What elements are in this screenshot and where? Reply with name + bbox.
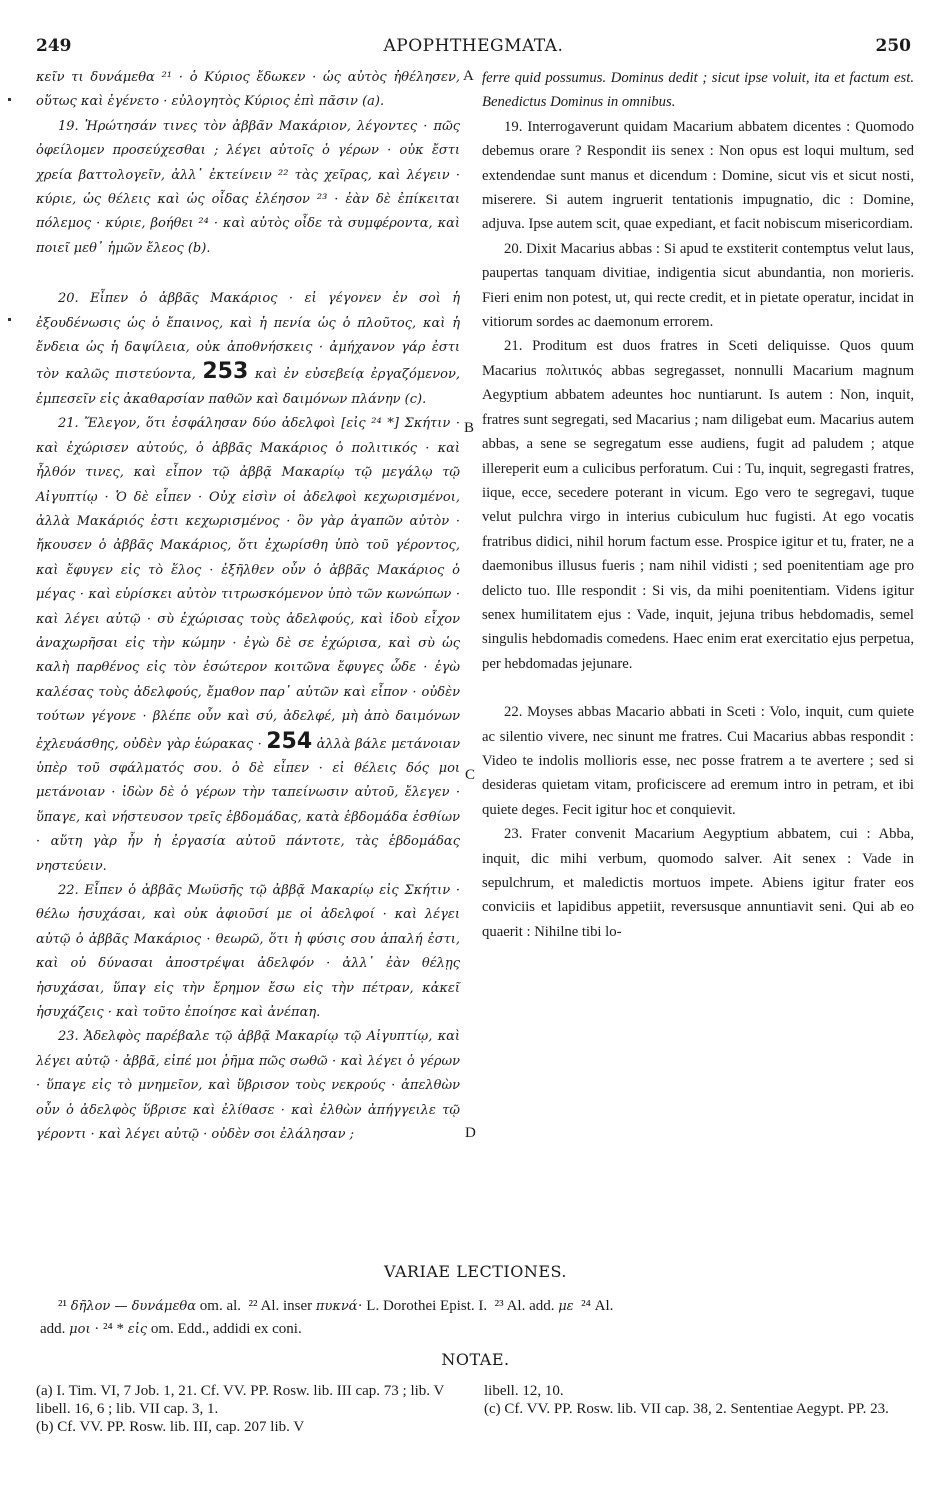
greek-paragraph-intro: κεῖν τι δυνάμεθα ²¹ · ὁ Κύριος ἔδωκεν · ὡς αὐτὸς ἠθέλησεν, οὕτως καὶ ἐγένετο · εὐλογητὸς Κύριος ἐπὶ πᾶσιν (a).: [36, 70, 460, 110]
note-a: (a) I. Tim. VI, 7 Job. 1, 21. Cf. VV. PP. Rosw. lib. III cap. 73 ; lib. V libell. 16, 6 ; lib. VII cap. 3, 1.: [36, 1383, 445, 1417]
variant-text: Al. add.: [506, 1298, 555, 1314]
variant-greek: με: [558, 1299, 574, 1314]
column-number-253: 253: [202, 359, 249, 385]
variant-number: ²¹: [58, 1298, 67, 1314]
latin-column: [482, 66, 914, 944]
latin-paragraph-22: 22. Moyses abbas Macario abbati in Sceti : Volo, inquit, cum quiete ac silentio vivere, nec sinunt me fratres. Cui Macarius abbas respondit : Video te indolis mollioris esse, nec posse fratrem a te avertere ; sed si desideras quietam vitam, proficiscere ad eremum intro in petram, et ibi quiete deges. Fecit igitur hoc et conquievit.: [482, 704, 914, 818]
notes-right-column: [484, 1382, 914, 1418]
variant-number: ²²: [248, 1298, 258, 1314]
variant-greek: δῆλον — δυνάμεθα: [70, 1299, 197, 1314]
greek-paragraph-20-text-a: 20. Εἶπεν ὁ ἀββᾶς Μακάριος · εἰ γέγονεν ἐν σοὶ ἡ ἐξουδένωσις ὡς ὁ ἔπαινος, καὶ ἡ πενία ὡς ὁ πλοῦτος, καὶ ἡ ἔνδεια ὡς ἡ δαψίλεια, οὐκ ἀποθνήσκεις · ἀμήχανον γάρ ἐστι τὸν καλῶς πιστεύοντα,: [36, 291, 460, 383]
latin-paragraph-19: 19. Interrogaverunt quidam Macarium abbatem dicentes : Quomodo debemus orare ? Respondit iis senex : Non opus est loqui multum, sed extendendae sunt manus et dicendum : Domine, sicut vis et sicut nosti, miserere. Si autem ingruerit tentationis impugnatio, dic : Domine, adjuva. Ipse autem scit, quae expediant, et facit nobiscum misericordiam.: [482, 118, 914, 233]
variae-lectiones-heading: VARIAE LECTIONES.: [383, 1262, 568, 1281]
variant-text: om. Edd., addidi ex coni.: [150, 1321, 302, 1337]
latin-paragraph-intro: ferre quid possumus. Dominus dedit ; sicut ipse voluit, ita et factum est. Benedictus Dominus in omnibus.: [482, 70, 914, 111]
variant-greek: εἰς: [127, 1322, 148, 1337]
variant-text: · L. Dorothei Epist. I.: [357, 1298, 488, 1314]
latin-paragraph-20: 20. Dixit Macarius abbas : Si apud te exstiterit contemptus velut laus, paupertas tanquam divitiae, indigentia sicut abundantia, non morieris. Fieri enim non potest, ut, qui recte credit, et in pietate operatur, incidat in vitiorum sordes ac daemonum errorem.: [482, 240, 914, 331]
variae-lectiones: [40, 1295, 911, 1341]
column-letter-b: B: [464, 420, 475, 436]
note-b: (b) Cf. VV. PP. Rosw. lib. III, cap. 207 lib. V: [36, 1419, 305, 1435]
notes-left-column: [36, 1382, 461, 1436]
page-number-left: 249: [36, 36, 72, 56]
greek-paragraph-19: 19. Ἠρώτησάν τινες τὸν ἀββᾶν Μακάριον, λέγοντες · πῶς ὀφείλομεν προσεύχεσθαι ; λέγει αὐτοῖς ὁ γέρων · οὐκ ἔστι χρεία βαττολογεῖν, ἀλλ᾽ ἐκτείνειν ²² τὰς χεῖρας, καὶ λέγειν · κύριε, ὡς θέλεις καὶ ὡς οἶδας ἐλέησον ²³ · ἐὰν δὲ ἐπίκειται πόλεμος · κύριε, βοήθει ²⁴ · καὶ αὐτὸς οἶδε τὰ συμφέροντα, καὶ ποιεῖ μεθ᾽ ἡμῶν ἔλεος (b).: [36, 118, 460, 256]
running-header: [36, 36, 911, 62]
margin-mark: [8, 98, 11, 101]
greek-paragraph-22: 22. Εἶπεν ὁ ἀββᾶς Μωϋσῆς τῷ ἀββᾷ Μακαρίῳ εἰς Σκήτιν · θέλω ἡσυχάσαι, καὶ οὐκ ἀφιοῦσί με οἱ ἀδελφοί · καὶ λέγει αὐτῷ ὁ ἀββᾶς Μακάριος · θεωρῶ, ὅτι ἡ φύσις σου ἁπαλή ἐστι, καὶ οὐ δύνασαι ἀποστρέψαι ἀδελφόν · ἀλλ᾽ ἐὰν θέλῃς ἡσυχάσαι, ὕπαγ εἰς τὴν ἔρημον ἔσω εἰς τὴν πέτραν, κἀκεῖ ἡσυχάζεις · καὶ τοῦτο ἐποίησε καὶ ἀνέπαη.: [36, 883, 460, 1021]
page-number-right: 250: [875, 36, 911, 56]
variant-number: ²⁴: [581, 1298, 591, 1314]
running-title: APOPHTHEGMATA.: [383, 36, 564, 56]
greek-paragraph-23: 23. Ἀδελφὸς παρέβαλε τῷ ἀββᾷ Μακαρίῳ τῷ Αἰγυπτίῳ, καὶ λέγει αὐτῷ · ἀββᾶ, εἰπέ μοι ῥῆμα πῶς σωθῶ · καὶ λέγει ὁ γέρων · ὕπαγε εἰς τὸ μνημεῖον, καὶ ὕβρισον τοὺς νεκρούς · ἀπελθὼν οὖν ὁ ἀδελφὸς ὕβρισε καὶ ἐλίθασε · καὶ ἐλθὼν ἀπήγγειλε τῷ γέροντι · καὶ λέγει αὐτῷ · οὐδὲν σοι ἐλάλησαν ;: [36, 1029, 460, 1143]
latin-paragraph-23: 23. Frater convenit Macarium Aegyptium abbatem, cui : Abba, inquit, dic mihi verbum, quomodo salver. Ait senex : Vade in sepulchrum, et maledictis mortuos impete. Abiens igitur frater eos conviciis et lapidibus appetiit, reversusque annuntiavit seni. Qui ab eo quaerit : Nihilne tibi lo-: [482, 826, 914, 940]
variant-text: add.: [40, 1321, 66, 1337]
column-letter-c: C: [465, 767, 476, 783]
greek-paragraph-20-text-b: καὶ ἐν εὐσεβείᾳ ἐργαζόμενον, ἐμπεσεῖν εἰς ἀκαθαρσίαν παθῶν καὶ δαιμόνων πλάνην (c).: [36, 367, 460, 407]
column-letter-d: D: [465, 1125, 476, 1141]
note-c: (c) Cf. VV. PP. Rosw. lib. VII cap. 38, 2. Sententiae Aegypt. PP. 23.: [484, 1401, 889, 1417]
note-b-continued: libell. 12, 10.: [484, 1383, 564, 1399]
notae-heading: NOTAE.: [441, 1350, 510, 1369]
variant-number: ²³: [494, 1298, 504, 1314]
margin-mark: [8, 318, 11, 321]
variae-line-1: [58, 1295, 911, 1318]
greek-paragraph-21: [36, 412, 460, 879]
variant-greek: μοι: [69, 1322, 91, 1337]
variant-text: Al. inser: [260, 1298, 313, 1314]
variant-text: Al.: [594, 1298, 614, 1314]
column-letter-a: A: [463, 68, 474, 84]
column-number-254: 254: [266, 728, 313, 754]
greek-paragraph-21-text-b: ἀλλὰ βάλε μετάνοιαν ὑπὲρ τοῦ σφάλματός σου. ὁ δὲ εἶπεν · εἰ θέλεις δός μοι μετάνοιαν · ἰδὼν δὲ ὁ γέρων τὴν ταπείνωσιν αὐτοῦ, ἔλεγεν · ὕπαγε, καὶ νήστευσον τρεῖς ἑβδομάδας, κατὰ ἑβδομάδα ἐσθίων · αὕτη γὰρ ἦν ἡ ἐργασία αὐτοῦ πάντοτε, τὰς ἑβδομάδας νηστεύειν.: [36, 736, 460, 874]
latin-paragraph-21: 21. Proditum est duos fratres in Sceti deliquisse. Quos quum Macarius πολιτικός abbas segregasset, nonnulli Macarium magnum Aegyptium abbatem adeuntes hoc nuntiarunt. Is autem : Non, inquit, fratres sunt segregati, sed Macarius ; nam diligebat eum. Macarius autem abbas, a sene se segregatum esse audiens, fugit ad paludem ; atque illereperit eum a culicibus perforatum. Cui : Tu, inquit, segregasti fratres, iique, ecce, secedere poterant in vicum. Ego vero te segregavi, tuque velut pulchra virgo in interius cubiculum huc fugisti. At ego vocatis fratribus didici, nihil horum factum esse. Prospice igitur et tu, frater, ne a daemonibus illusus fueris ; nam nihil vidisti ; sed poenitentiam age pro delicto tuo. Ille respondit : Si vis, da mihi poenitentiam. Videns igitur senex humilitatem ejus : Vade, inquit, jejuna tribus hebdomadis, semel singulis hebdomadis comedens. Haec enim erat exercitatio ejus perpetua, per hebdomadas jejunare.: [482, 338, 914, 672]
variant-greek: πυκνά: [315, 1299, 358, 1314]
greek-column: [36, 66, 460, 1147]
greek-paragraph-20: [36, 287, 460, 412]
variant-text: om. al.: [199, 1298, 242, 1314]
greek-paragraph-21-text-a: 21. Ἔλεγον, ὅτι ἐσφάλησαν δύο ἀδελφοὶ [εἰς ²⁴ *] Σκήτιν · καὶ ἐχώρισεν αὐτούς, ὁ ἀββᾶς Μακάριος ὁ πολιτικός · καὶ ἦλθόν τινες, καὶ εἶπον τῷ ἀββᾷ Μακαρίῳ τῷ μεγάλῳ τῷ Αἰγυπτίῳ · Ὁ δὲ εἶπεν · Οὐχ εἰσὶν οἱ ἀδελφοὶ κεχωρισμένοι, ἀλλὰ Μακάριός ἐστι κεχωρισμένος · ὃν γὰρ ἀγαπῶν αὐτὸν · ἤκουσεν ὁ ἀββᾶς Μακάριος, ὅτι ἐχωρίσθη ὑπὸ τοῦ γέροντος, καὶ ἔφυγεν εἰς τὸ ἕλος · ἐξῆλθεν οὖν ὁ ἀββᾶς Μακάριος ὁ μέγας · καὶ εὑρίσκει αὐτὸν τιτρωσκόμενον ὑπὸ τῶν κωνώπων · καὶ λέγει αὐτῷ · σὺ ἐχώρισας τοὺς ἀδελφούς, καὶ ἰδοὺ εἶχον ἀναχωρῆσαι εἰς τὴν κώμην · ἐγὼ δὲ σε ἐχώρισα, καὶ σὺ ὡς καλὴ παρθένος εἰς τὸν ἐσώτερον κοιτῶνα ἔφυγες ὧδε · ἐγὼ καλέσας τοὺς ἀδελφούς, ἔμαθον παρ᾽ αὐτῶν καὶ εἶπον · οὐδὲν τούτων γέγονε · βλέπε οὖν καὶ σύ, ἀδελφέ, μὴ ἀπὸ δαιμόνων ἐχλευάσθης, οὐδὲν γὰρ ἑώρακας ·: [36, 416, 460, 752]
variant-text: · ²⁴ *: [94, 1321, 125, 1337]
variae-line-2: [40, 1318, 911, 1341]
